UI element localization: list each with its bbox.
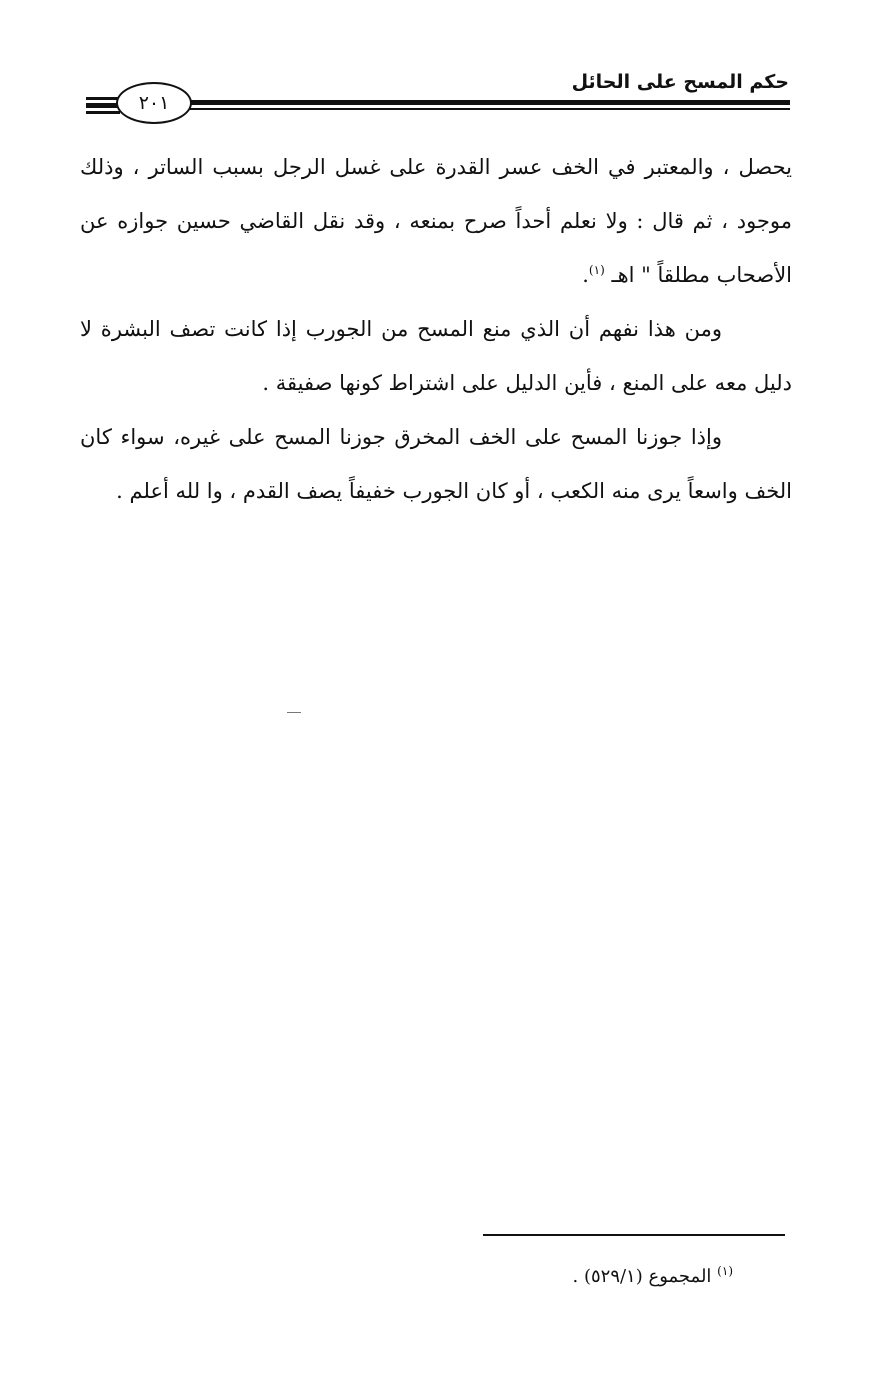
scan-mark <box>287 712 301 713</box>
paragraph: وإذا جوزنا المسح على الخف المخرق جوزنا المسح على غيره، سواء كان الخف واسعاً يرى منه الكعب ، أو كان الجورب خفيفاً يصف القدم ، وا لله أعلم . <box>80 425 792 503</box>
paragraph-text: يحصل ، والمعتبر في الخف عسر القدرة على غسل الرجل بسبب الساتر ، وذلك موجود ، ثم قال : ولا نعلم أحداً صرح بمنعه ، وقد نقل القاضي حسين جوازه عن الأصحاب مطلقاً " اهـ <box>80 155 792 287</box>
footnote-separator <box>483 1234 785 1236</box>
running-title: حكم المسح على الحائل <box>571 71 789 93</box>
header-rule <box>190 100 790 105</box>
header-rule-left-top <box>86 97 120 100</box>
header-rule-left-bottom <box>86 111 120 114</box>
footnote-reference[interactable]: (١) <box>588 263 605 277</box>
paragraph <box>80 140 792 302</box>
paragraph: ومن هذا نفهم أن الذي منع المسح من الجورب إذا كانت تصف البشرة لا دليل معه على المنع ، فأين الدليل على اشتراط كونها صفيقة . <box>80 317 792 395</box>
footnote-marker: (١) <box>717 1264 733 1278</box>
body-text <box>80 140 792 518</box>
page-number <box>116 82 192 124</box>
footnote <box>573 1263 733 1291</box>
footnote-text: المجموع (٥٢٩/١) . <box>572 1266 712 1287</box>
header-rule-left-middle <box>86 103 120 108</box>
header-rule-thin <box>190 108 790 110</box>
page-number-text: ٢٠١ <box>138 92 170 114</box>
paragraph-end-punctuation: . <box>582 263 589 287</box>
